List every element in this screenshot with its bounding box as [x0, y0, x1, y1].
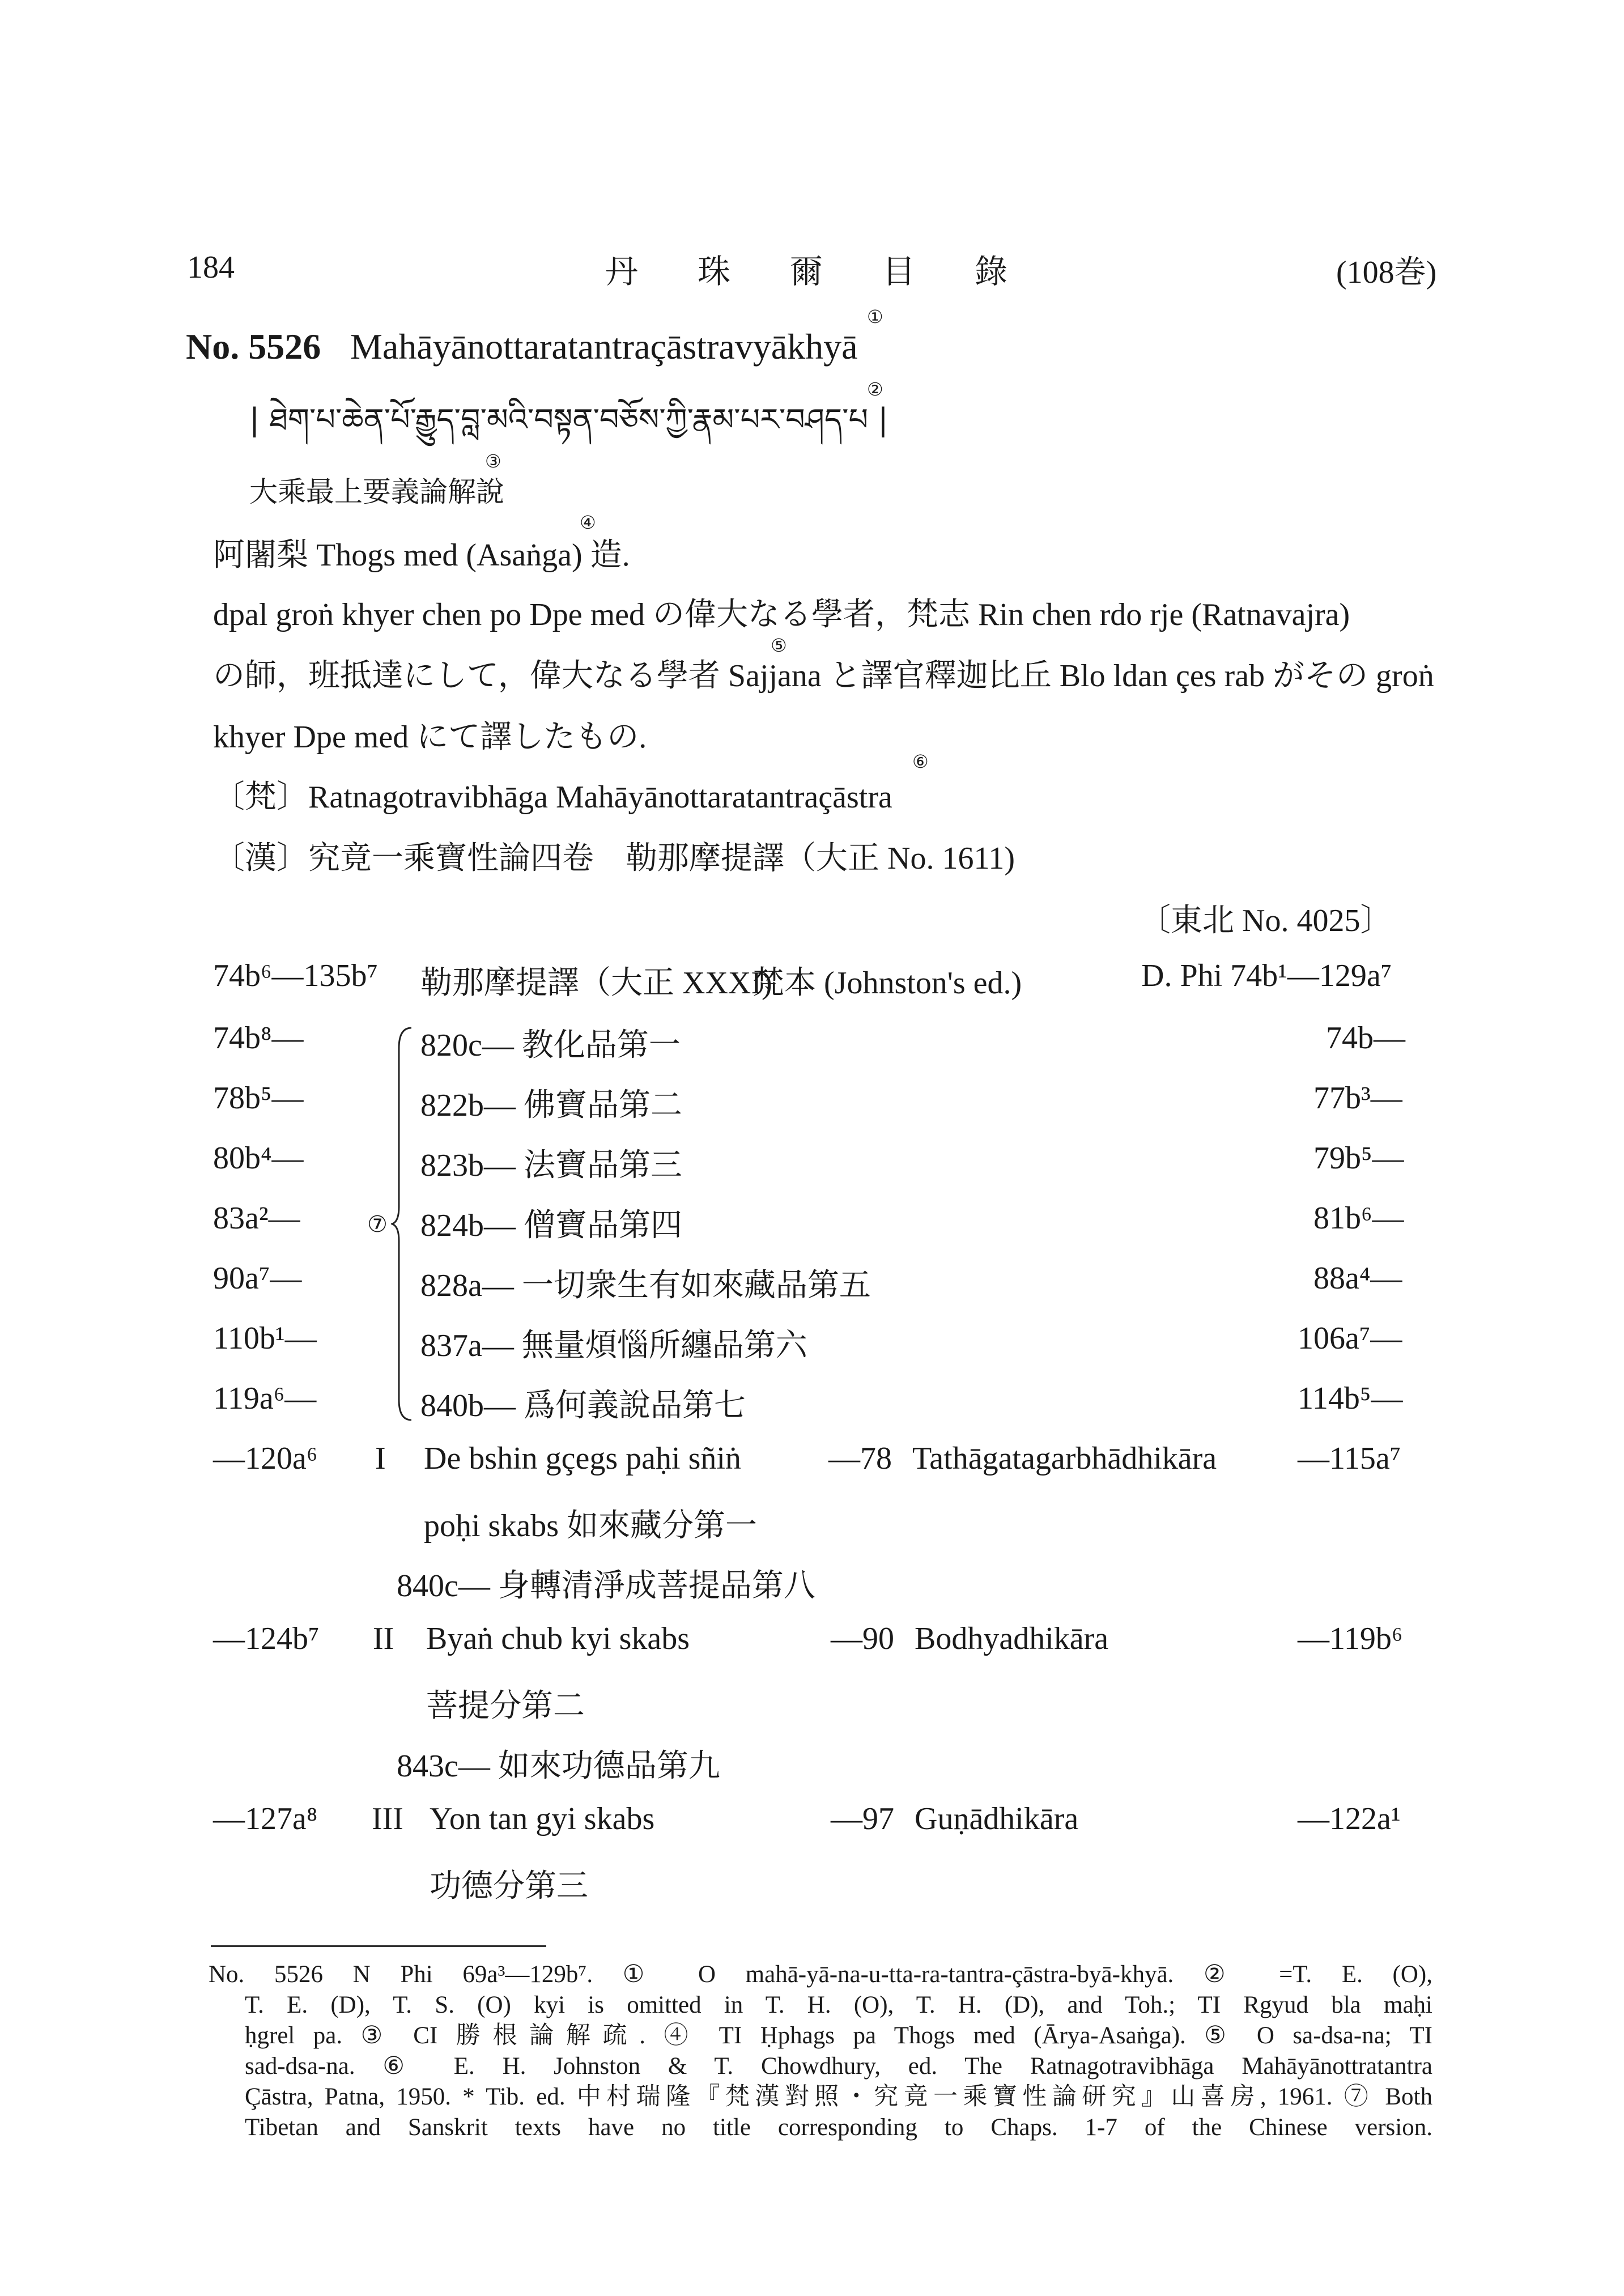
- note-marker-6: ⑥: [912, 751, 929, 772]
- table-header-sanskrit: 梵本 (Johnston's ed.): [753, 966, 1022, 1001]
- table-header-range: 74b⁶—135b⁷: [213, 958, 379, 993]
- description-line-2: の師，班抵達にして，偉大なる學者 Sajjana と譯官釋迦比丘 Blo ldan çes rab がその groṅ: [213, 658, 1434, 694]
- chapter-brace: [391, 1026, 414, 1422]
- chinese-translation-line: 〔漢〕究竟一乘寶性論四卷 勒那摩提譯（大正 No. 1611): [213, 841, 1015, 876]
- note-marker-1: ①: [867, 306, 883, 328]
- row-left: 119a⁶—: [213, 1381, 317, 1416]
- chinese-title: 大乘最上要義論解說: [249, 475, 504, 508]
- tohoku-number: 〔東北 No. 4025〕: [1139, 903, 1392, 938]
- row-left: 74b⁸—: [213, 1021, 304, 1056]
- row-right: 88a⁴—: [1313, 1261, 1402, 1296]
- row-chinese: 837a— 無量煩惱所纏品第六: [420, 1328, 807, 1363]
- chapter-tibetan-cont: poḥi skabs 如來藏分第一: [424, 1508, 757, 1544]
- footnote-line: No. 5526 N Phi 69a³—129b⁷. ① O mahā-yā-na-u-tta-ra-tantra-çāstra-byā-khyā. ② =T. E. (O),: [209, 1961, 1432, 1988]
- row-left: 78b⁵—: [213, 1081, 304, 1116]
- description-line-1: dpal groṅ khyer chen po Dpe med の偉大なる學者，梵志 Rin chen rdo rje (Ratnavajra): [213, 597, 1350, 632]
- sanskrit-title-line: 〔梵〕Ratnagotravibhāga Mahāyānottaratantraçāstra: [213, 780, 892, 815]
- row-left: 83a²—: [213, 1201, 300, 1236]
- note-marker-2: ②: [867, 379, 883, 400]
- chapter-tibetan-cont: 菩提分第二: [426, 1689, 585, 1724]
- volume-label: (108巻): [1336, 255, 1437, 290]
- row-left: 110b¹—: [213, 1321, 317, 1356]
- chapter-left: —124b⁷: [213, 1621, 320, 1656]
- footnote-line: Çāstra, Patna, 1950. * Tib. ed. 中村瑞隆『梵漢對照・究竟一乘寶性論研究』山喜房, 1961. ⑦ Both: [245, 2084, 1432, 2110]
- chapter-tibetan: De bshin gçegs paḥi sñiṅ: [424, 1441, 741, 1476]
- row-right: 74b—: [1326, 1021, 1405, 1056]
- page-number: 184: [187, 250, 235, 285]
- row-right: 106a⁷—: [1298, 1321, 1402, 1356]
- chapter-right: —119b⁶: [1298, 1621, 1403, 1656]
- chapter-right: —115a⁷: [1298, 1441, 1401, 1476]
- footnote-line: sad-dsa-na. ⑥ E. H. Johnston & T. Chowdhury, ed. The Ratnagotravibhāga Mahāyānottratantra: [245, 2053, 1432, 2080]
- row-left: 80b⁴—: [213, 1141, 304, 1176]
- chapter-sanskrit-number: —97: [831, 1801, 894, 1836]
- chapter-left: —127a⁸: [213, 1801, 318, 1836]
- chapter-tibetan: Byaṅ chub kyi skabs: [426, 1621, 690, 1656]
- chapter-roman: I: [375, 1441, 386, 1476]
- chapter-sanskrit: Bodhyadhikāra: [915, 1621, 1109, 1656]
- footnote-rule: [211, 1945, 546, 1947]
- row-right: 81b⁶—: [1313, 1201, 1404, 1236]
- row-right: 79b⁵—: [1313, 1141, 1404, 1176]
- note-marker-5: ⑤: [771, 635, 787, 656]
- footnote-line: Tibetan and Sanskrit texts have no title corresponding to Chaps. 1-7 of the Chinese version.: [245, 2114, 1432, 2141]
- chapter-left: —120a⁶: [213, 1441, 318, 1476]
- row-right: 114b⁵—: [1298, 1381, 1403, 1416]
- author-line: 阿闍梨 Thogs med (Asaṅga) 造.: [213, 538, 630, 573]
- note-marker-7: ⑦: [367, 1211, 388, 1238]
- footnote-line: T. E. (D), T. S. (O) kyi is omitted in T. H. (O), T. H. (D), and Toh.; TI Rgyud bla maḥi: [245, 1992, 1432, 2018]
- entry-title: Mahāyānottaratantraçāstravyākhyā: [350, 326, 858, 367]
- chapter-sanskrit-number: —78: [828, 1441, 892, 1476]
- footnote-line: ḥgrel pa. ③ CI 勝根論解疏. ④ TI Ḥphags pa Thogs med (Ārya-Asaṅga). ⑤ O sa-dsa-na; TI: [245, 2022, 1432, 2049]
- row-left: 90a⁷—: [213, 1261, 302, 1296]
- chapter-chinese-extra: 840c— 身轉清淨成菩提品第八: [397, 1568, 815, 1604]
- chapter-tibetan-cont: 功德分第三: [430, 1869, 588, 1904]
- chapter-sanskrit-number: —90: [831, 1621, 894, 1656]
- row-chinese: 828a— 一切衆生有如來藏品第五: [420, 1268, 871, 1303]
- row-chinese: 840b— 爲何義說品第七: [420, 1388, 746, 1423]
- table-header-chinese: 勒那摩提譯（大正 XXXI): [420, 966, 772, 1001]
- row-chinese: 820c— 教化品第一: [420, 1028, 681, 1063]
- entry-number: No. 5526: [186, 326, 321, 367]
- chapter-sanskrit: Tathāgatagarbhādhikāra: [912, 1441, 1217, 1476]
- row-chinese: 823b— 法寶品第三: [420, 1148, 682, 1183]
- chapter-tibetan: Yon tan gyi skabs: [430, 1801, 655, 1836]
- chapter-roman: II: [373, 1621, 394, 1656]
- chapter-roman: III: [372, 1801, 403, 1836]
- row-right: 77b³—: [1313, 1081, 1402, 1116]
- note-marker-4: ④: [580, 512, 596, 533]
- tibetan-title: | ཐེག་པ་ཆེན་པོ་རྒྱུད་བླ་མའི་བསྟན་བཅོས་ཀྱི་རྣམ་པར་བཤད་པ |: [249, 402, 888, 437]
- row-chinese: 824b— 僧寶品第四: [420, 1208, 682, 1243]
- chapter-sanskrit: Guṇādhikāra: [915, 1801, 1079, 1836]
- description-line-3: khyer Dpe med にて譯したもの.: [213, 720, 647, 755]
- table-header-derge: D. Phi 74b¹—129a⁷: [1141, 958, 1392, 993]
- note-marker-3: ③: [485, 450, 501, 472]
- footnotes: [209, 1959, 1432, 2143]
- running-title: 丹珠爾目錄: [605, 252, 1068, 291]
- chapter-right: —122a¹: [1298, 1801, 1401, 1836]
- row-chinese: 822b— 佛寶品第二: [420, 1088, 682, 1123]
- chapter-chinese-extra: 843c— 如來功德品第九: [397, 1749, 720, 1784]
